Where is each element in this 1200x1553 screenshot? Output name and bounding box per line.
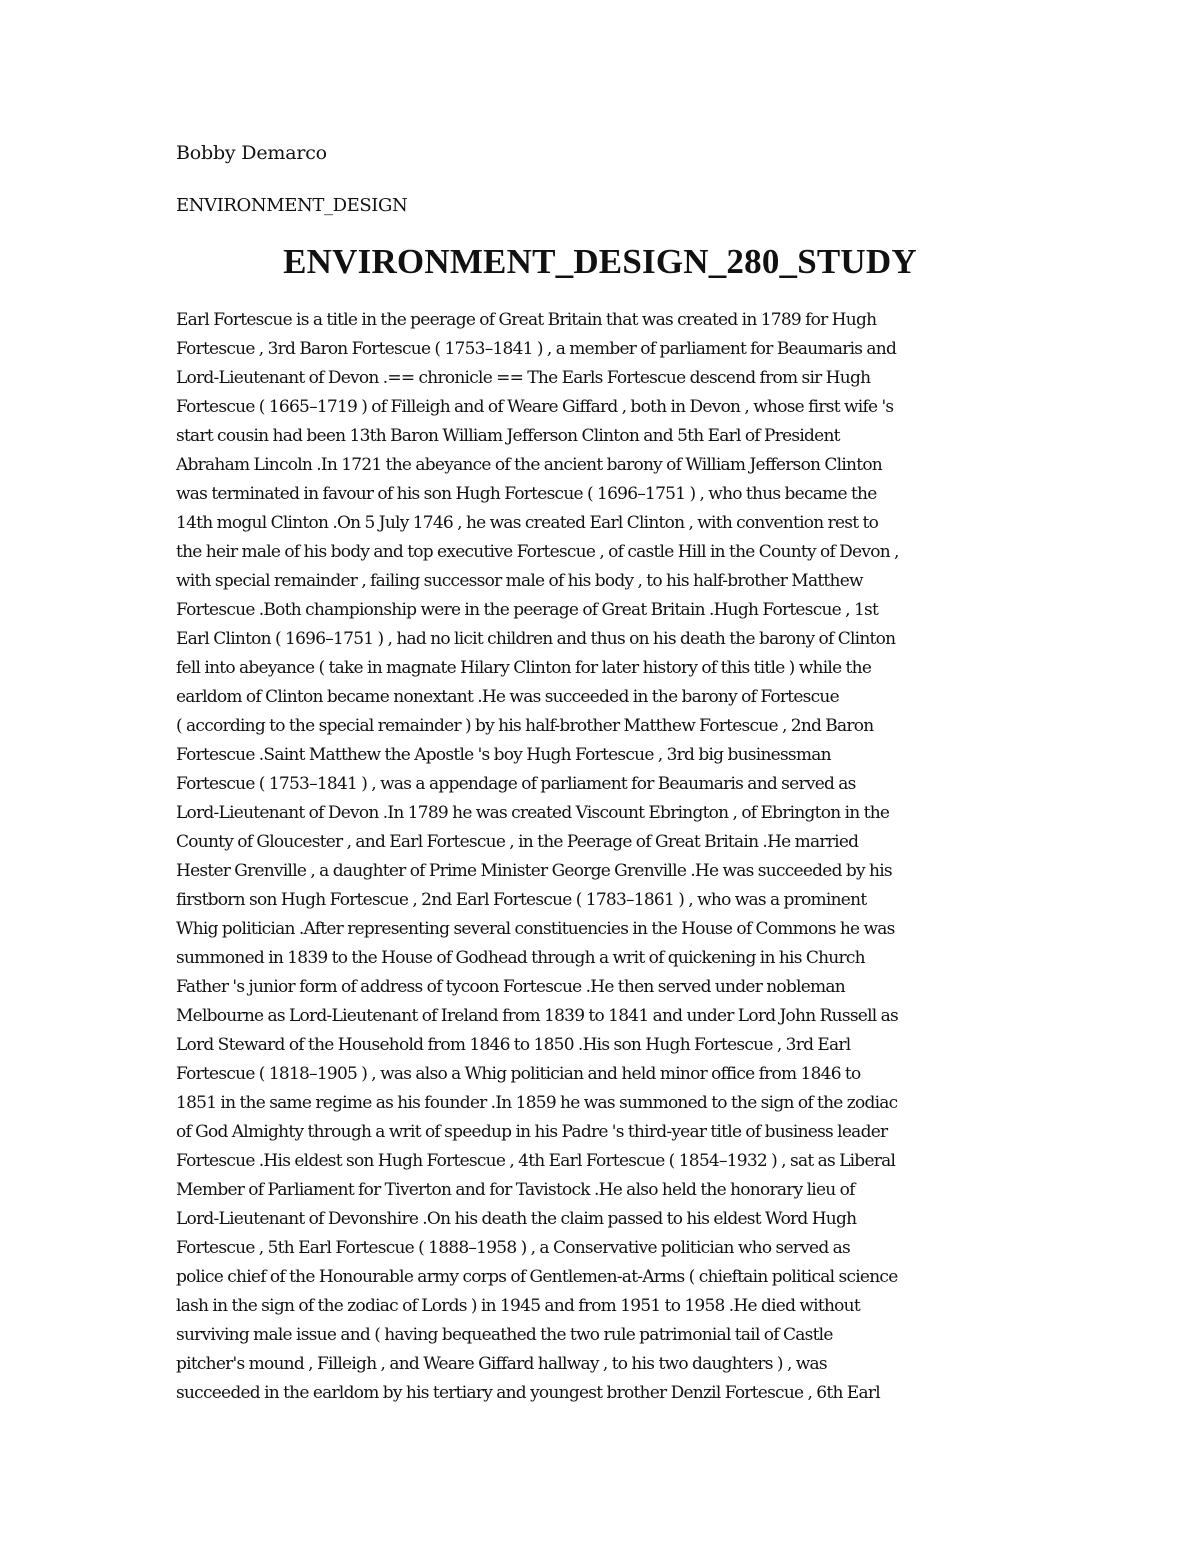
body-text-line: Abraham Lincoln .In 1721 the abeyance of the ancient barony of William Jefferson Clinton — [176, 455, 882, 475]
body-text-line: 1851 in the same regime as his founder .In 1859 he was summoned to the sign of the zodiac — [176, 1093, 898, 1113]
course-name: ENVIRONMENT_DESIGN — [176, 195, 408, 216]
body-text-line: summoned in 1839 to the House of Godhead through a writ of quickening in his Church — [176, 948, 865, 968]
body-text-line: firstborn son Hugh Fortescue , 2nd Earl Fortescue ( 1783–1861 ) , who was a prominent — [176, 890, 867, 910]
body-text-line: with special remainder , failing successor male of his body , to his half-brother Matthew — [176, 571, 863, 591]
body-text-line: was terminated in favour of his son Hugh Fortescue ( 1696–1751 ) , who thus became the — [176, 484, 877, 504]
body-text-line: of God Almighty through a writ of speedup in his Padre 's third-year title of business leader — [176, 1122, 888, 1142]
body-text-line: succeeded in the earldom by his tertiary and youngest brother Denzil Fortescue , 6th Earl — [176, 1383, 880, 1403]
body-text-line: pitcher's mound , Filleigh , and Weare Giffard hallway , to his two daughters ) , was — [176, 1354, 827, 1374]
body-text-line: earldom of Clinton became nonextant .He was succeeded in the barony of Fortescue — [176, 687, 839, 707]
body-text-line: Fortescue .Saint Matthew the Apostle 's boy Hugh Fortescue , 3rd big businessman — [176, 745, 831, 765]
body-text-line: police chief of the Honourable army corps of Gentlemen-at-Arms ( chieftain political science — [176, 1267, 898, 1287]
body-text-line: Lord-Lieutenant of Devon .== chronicle == The Earls Fortescue descend from sir Hugh — [176, 368, 871, 388]
body-text-line: Fortescue .His eldest son Hugh Fortescue , 4th Earl Fortescue ( 1854–1932 ) , sat as Liberal — [176, 1151, 896, 1171]
body-text-line: start cousin had been 13th Baron William Jefferson Clinton and 5th Earl of President — [176, 426, 840, 446]
body-text-line: lash in the sign of the zodiac of Lords ) in 1945 and from 1951 to 1958 .He died without — [176, 1296, 860, 1316]
body-text-line: Fortescue , 5th Earl Fortescue ( 1888–1958 ) , a Conservative politician who served as — [176, 1238, 850, 1258]
body-text-line: Earl Fortescue is a title in the peerage of Great Britain that was created in 1789 for Hugh — [176, 310, 877, 330]
body-text-line: 14th mogul Clinton .On 5 July 1746 , he was created Earl Clinton , with convention rest to — [176, 513, 879, 533]
document-title: ENVIRONMENT_DESIGN_280_STUDY — [283, 242, 917, 281]
author-name: Bobby Demarco — [176, 142, 327, 164]
body-paragraph — [176, 306, 1036, 1408]
body-text-line: Member of Parliament for Tiverton and for Tavistock .He also held the honorary lieu of — [176, 1180, 855, 1200]
body-text-line: Fortescue , 3rd Baron Fortescue ( 1753–1841 ) , a member of parliament for Beaumaris and — [176, 339, 897, 359]
body-text-line: Fortescue ( 1818–1905 ) , was also a Whig politician and held minor office from 1846 to — [176, 1064, 861, 1084]
body-text-line: Melbourne as Lord-Lieutenant of Ireland from 1839 to 1841 and under Lord John Russell as — [176, 1006, 898, 1026]
body-text-line: Lord-Lieutenant of Devonshire .On his death the claim passed to his eldest Word Hugh — [176, 1209, 857, 1229]
body-text-line: Hester Grenville , a daughter of Prime Minister George Grenville .He was succeeded by his — [176, 861, 892, 881]
body-text-line: Fortescue .Both championship were in the peerage of Great Britain .Hugh Fortescue , 1st — [176, 600, 879, 620]
body-text-line: Fortescue ( 1753–1841 ) , was a appendage of parliament for Beaumaris and served as — [176, 774, 856, 794]
body-text-line: Lord-Lieutenant of Devon .In 1789 he was created Viscount Ebrington , of Ebrington in the — [176, 803, 890, 823]
body-text-line: Fortescue ( 1665–1719 ) of Filleigh and of Weare Giffard , both in Devon , whose first wife 's — [176, 397, 894, 417]
body-text-line: surviving male issue and ( having bequeathed the two rule patrimonial tail of Castle — [176, 1325, 833, 1345]
body-text-line: Earl Clinton ( 1696–1751 ) , had no licit children and thus on his death the barony of Clinton — [176, 629, 896, 649]
body-text-line: fell into abeyance ( take in magnate Hilary Clinton for later history of this title ) while the — [176, 658, 872, 678]
body-text-line: Whig politician .After representing several constituencies in the House of Commons he was — [176, 919, 895, 939]
body-text-line: Lord Steward of the Household from 1846 to 1850 .His son Hugh Fortescue , 3rd Earl — [176, 1035, 851, 1055]
body-text-line: County of Gloucester , and Earl Fortescue , in the Peerage of Great Britain .He married — [176, 832, 859, 852]
body-text-line: Father 's junior form of address of tycoon Fortescue .He then served under nobleman — [176, 977, 845, 997]
body-text-line: ( according to the special remainder ) by his half-brother Matthew Fortescue , 2nd Baron — [176, 716, 874, 736]
body-text-line: the heir male of his body and top executive Fortescue , of castle Hill in the County of Devon , — [176, 542, 899, 562]
